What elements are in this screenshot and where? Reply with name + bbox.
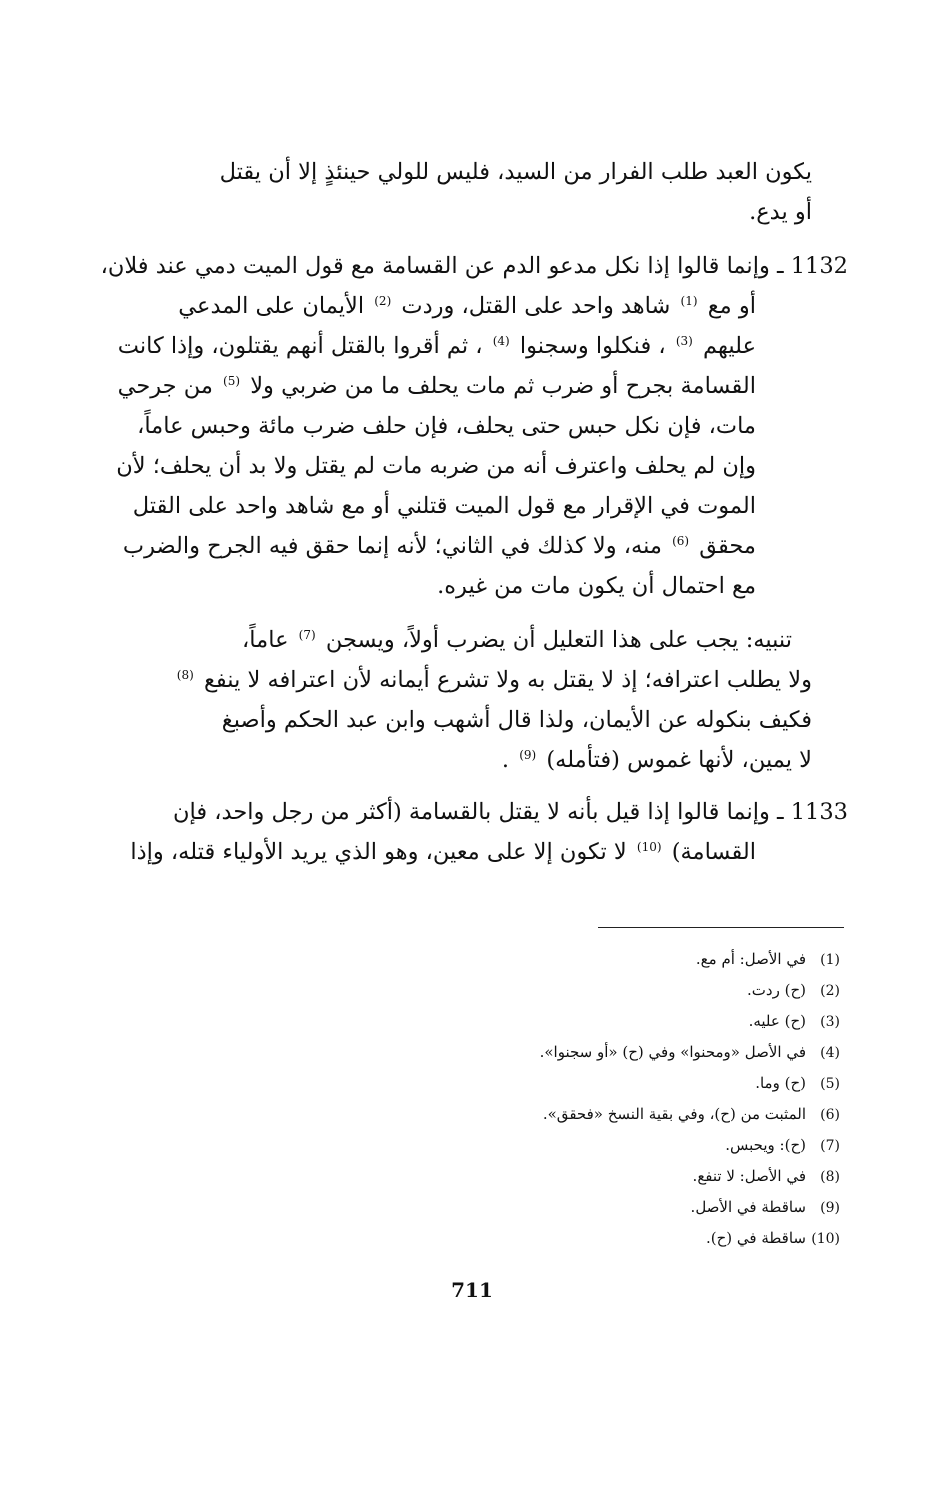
footnote-number: (9) <box>820 1200 840 1216</box>
text-segment: شاهد واحد على القتل، وردت <box>401 293 671 319</box>
paragraph-number: 1132 ـ <box>776 253 848 279</box>
text-line: أو يدع. <box>749 199 812 225</box>
paragraph-number: 1133 ـ <box>776 799 848 825</box>
text-line <box>96 366 756 406</box>
footnote-item <box>300 1068 840 1099</box>
text-line <box>96 326 756 366</box>
text-line: مع احتمال أن يكون مات من غيره. <box>437 573 756 599</box>
text-line <box>96 832 756 872</box>
text-segment: وإنما قالوا إذا نكل مدعو الدم عن القسامة مع قول الميت دمي عند فلان، <box>100 253 770 279</box>
text-line: فكيف بنكوله عن الأيمان، ولذا قال أشهب وابن عبد الحكم وأصبغ <box>221 707 812 733</box>
text-line <box>96 286 756 326</box>
footnote-ref[interactable]: (3) <box>675 334 693 348</box>
footnote-number: (1) <box>820 952 840 968</box>
text-segment: لا تكون إلا على معين، وهو الذي يريد الأولياء قتله، وإذا <box>130 839 627 865</box>
text-line <box>96 660 812 700</box>
text-line <box>96 740 812 780</box>
text-line: يكون العبد طلب الفرار من السيد، فليس للولي حينئذٍ إلا أن يقتل <box>219 159 812 185</box>
footnote-text: في الأصل: أم مع. <box>695 950 806 968</box>
footnote-number: (4) <box>820 1045 840 1061</box>
text-line <box>96 792 848 832</box>
footnote-text: في الأصل: لا تنفع. <box>692 1167 806 1185</box>
footnote-number: (7) <box>820 1138 840 1154</box>
intro-paragraph <box>96 152 812 232</box>
footnote-text: في الأصل «ومحنوا» وفي (ح) «أو سجنوا». <box>539 1043 806 1061</box>
footnote-number: (8) <box>820 1169 840 1185</box>
footnote-text: (ح) عليه. <box>748 1012 806 1030</box>
text-segment: محقق <box>699 533 756 559</box>
paragraph-body <box>96 832 756 872</box>
text-segment: . <box>501 747 510 773</box>
text-line <box>96 620 792 660</box>
text-line <box>96 526 756 566</box>
footnote-text: المثبت من (ح)، وفي بقية النسخ «فحقق». <box>542 1105 806 1123</box>
footnote-item <box>300 1130 840 1161</box>
footnote-text: ساقطة في الأصل. <box>690 1198 806 1216</box>
footnote-number: (5) <box>820 1076 840 1092</box>
footnote-text: (ح) ردت. <box>747 981 806 999</box>
text-line: الموت في الإقرار مع قول الميت قتلني أو مع شاهد واحد على القتل <box>132 493 756 519</box>
text-segment: منه، ولا كذلك في الثاني؛ لأنه إنما حقق فيه الجرح والضرب <box>122 533 662 559</box>
paragraph-body <box>96 286 756 606</box>
text-segment: القسامة) <box>671 839 756 865</box>
footnote-ref[interactable]: (4) <box>492 334 510 348</box>
text-segment: وإنما قالوا إذا قيل بأنه لا يقتل بالقسامة (أكثر من رجل واحد، فإن <box>172 799 770 825</box>
text-segment: عاماً، <box>242 627 289 653</box>
footnote-text: (ح): ويحبس. <box>725 1136 806 1154</box>
footnote-ref[interactable]: (8) <box>176 668 194 682</box>
footnote-item <box>300 944 840 975</box>
text-line: وإن لم يحلف واعترف أنه من ضربه مات لم يقتل ولا بد أن يحلف؛ لأن <box>116 453 756 479</box>
footnote-item <box>300 1099 840 1130</box>
footnote-ref[interactable]: (9) <box>519 748 537 762</box>
text-segment: ولا يطلب اعترافه؛ إذ لا يقتل به ولا تشرع أيمانه لأن اعترافه لا ينفع <box>203 667 812 693</box>
text-segment: ، ثم أقروا بالقتل أنهم يقتلون، وإذا كانت <box>117 333 483 359</box>
footnote-number: (2) <box>820 983 840 999</box>
page-number: 711 <box>451 1278 493 1302</box>
paragraph-1133 <box>96 792 848 872</box>
text-segment: الأيمان على المدعي <box>178 293 365 319</box>
footnote-number: (3) <box>820 1014 840 1030</box>
footnote-ref[interactable]: (5) <box>223 374 241 388</box>
footnote-ref[interactable]: (1) <box>680 294 698 308</box>
footnote-item <box>300 1192 840 1223</box>
footnote-item <box>300 975 840 1006</box>
footnote-item <box>300 1223 840 1254</box>
paragraph-1132 <box>96 246 848 606</box>
footnote-text: (ح) وما. <box>755 1074 806 1092</box>
footnote-number: (10) <box>811 1231 840 1247</box>
footnote-ref[interactable]: (2) <box>374 294 392 308</box>
footnotes-list <box>300 944 840 1254</box>
footnote-item <box>300 1037 840 1068</box>
footnote-item <box>300 1161 840 1192</box>
text-segment: تنبيه: يجب على هذا التعليل أن يضرب أولاً، ويسجن <box>325 627 792 653</box>
footnote-item <box>300 1006 840 1037</box>
text-segment: عليهم <box>702 333 756 359</box>
text-line <box>96 246 848 286</box>
text-line: مات، فإن نكل حبس حتى يحلف، فإن حلف ضرب مائة وحبس عاماً، <box>137 413 756 439</box>
tanbih-paragraph <box>96 620 812 780</box>
text-segment: لا يمين، لأنها غموس (فتأمله) <box>546 747 812 773</box>
footnote-divider <box>598 927 844 928</box>
text-segment: ، فنكلوا وسجنوا <box>519 333 666 359</box>
text-segment: من جرحي <box>117 373 213 399</box>
footnote-ref[interactable]: (10) <box>636 840 662 854</box>
footnote-ref[interactable]: (6) <box>672 534 690 548</box>
footnote-ref[interactable]: (7) <box>298 628 316 642</box>
text-segment: القسامة بجرح أو ضرب ثم مات يحلف ما من ضربي ولا <box>250 373 756 399</box>
footnote-text: ساقطة في (ح). <box>705 1229 806 1247</box>
text-segment: أو مع <box>707 293 756 319</box>
footnote-number: (6) <box>820 1107 840 1123</box>
